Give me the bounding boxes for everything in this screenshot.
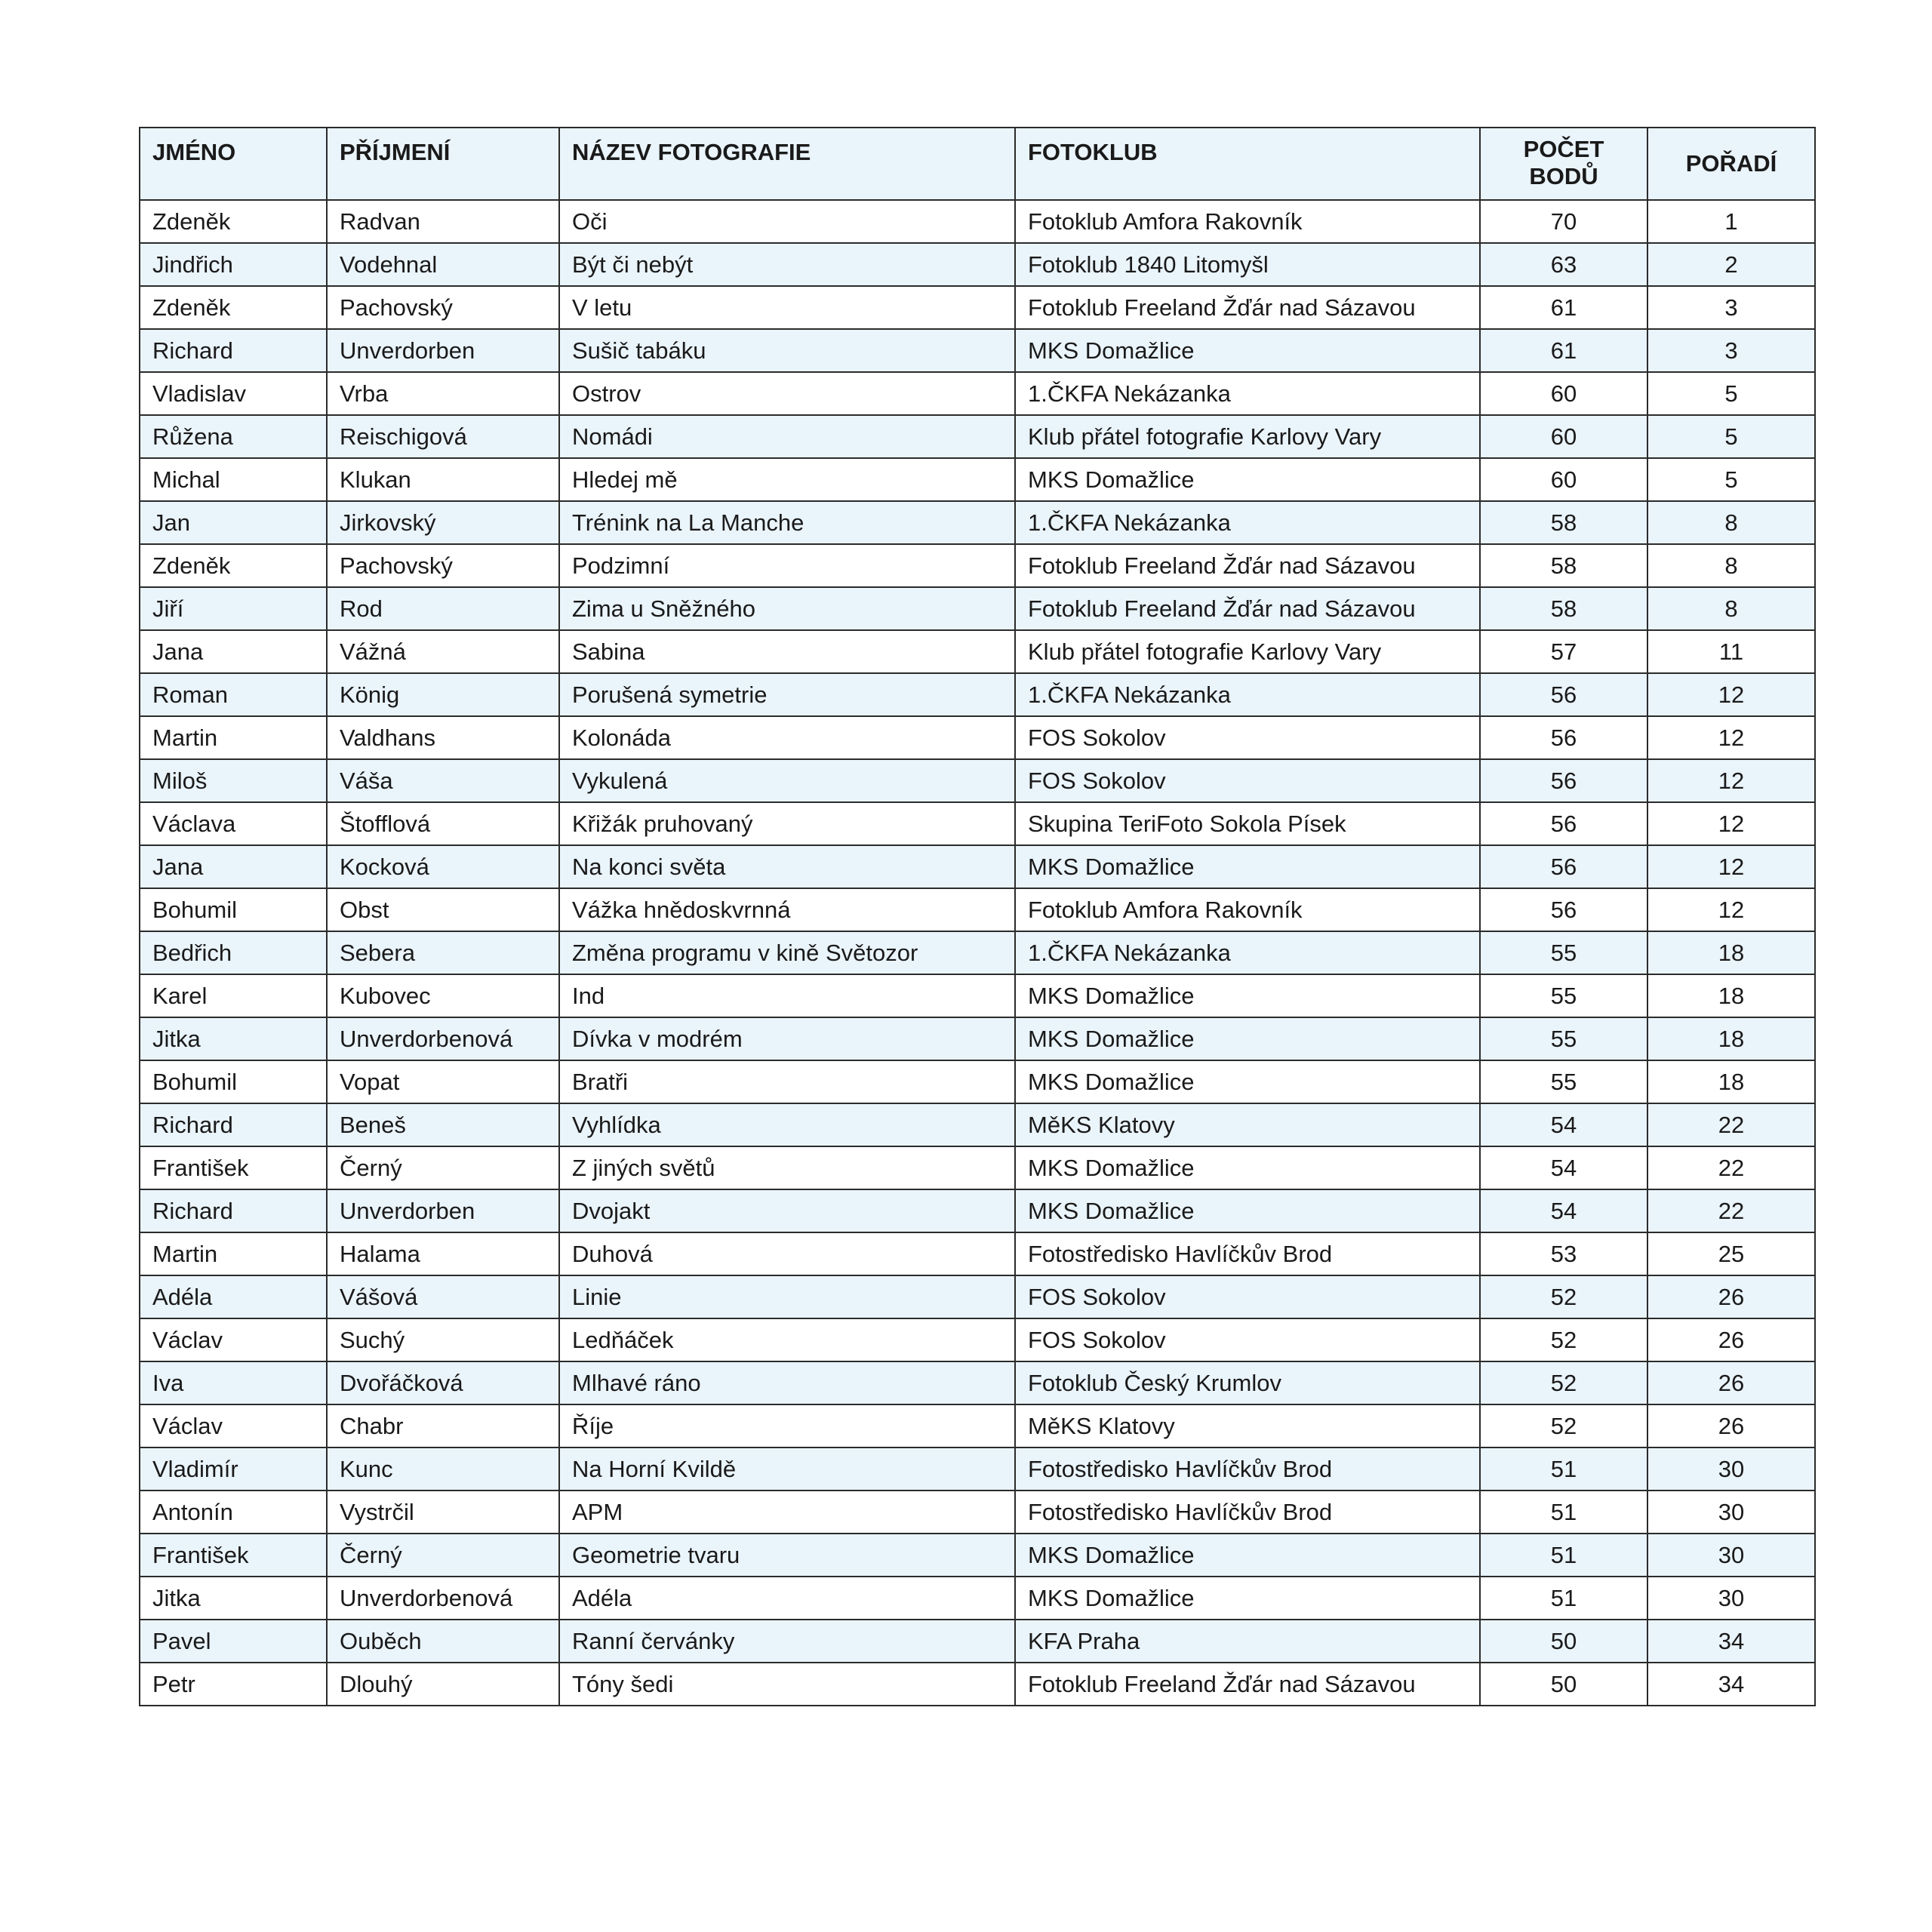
- cell-rank: 30: [1647, 1491, 1815, 1534]
- cell-club: 1.ČKFA Nekázanka: [1015, 501, 1480, 544]
- cell-first-name: Vladislav: [140, 372, 327, 415]
- cell-first-name: Roman: [140, 673, 327, 716]
- cell-club: MKS Domažlice: [1015, 974, 1480, 1017]
- cell-last-name: Štofflová: [327, 802, 559, 845]
- table-row: [140, 329, 1815, 372]
- cell-rank: 3: [1647, 286, 1815, 329]
- cell-points: 52: [1480, 1361, 1647, 1404]
- cell-first-name: Zdeněk: [140, 200, 327, 243]
- table-row: [140, 243, 1815, 286]
- cell-first-name: Petr: [140, 1663, 327, 1706]
- cell-last-name: Jirkovský: [327, 501, 559, 544]
- cell-first-name: Jiří: [140, 587, 327, 630]
- cell-last-name: Unverdorben: [327, 1189, 559, 1232]
- cell-rank: 26: [1647, 1318, 1815, 1361]
- cell-points: 52: [1480, 1404, 1647, 1447]
- cell-first-name: Bohumil: [140, 1060, 327, 1103]
- cell-club: FOS Sokolov: [1015, 1318, 1480, 1361]
- cell-club: MKS Domažlice: [1015, 1189, 1480, 1232]
- cell-rank: 8: [1647, 587, 1815, 630]
- table-row: [140, 630, 1815, 673]
- cell-first-name: Jitka: [140, 1577, 327, 1620]
- cell-last-name: Beneš: [327, 1103, 559, 1146]
- cell-last-name: Černý: [327, 1534, 559, 1577]
- header-rank: POŘADÍ: [1647, 128, 1815, 200]
- cell-points: 58: [1480, 501, 1647, 544]
- cell-points: 58: [1480, 587, 1647, 630]
- table-row: [140, 802, 1815, 845]
- table-row: [140, 1189, 1815, 1232]
- cell-points: 63: [1480, 243, 1647, 286]
- cell-rank: 8: [1647, 501, 1815, 544]
- table-row: [140, 1060, 1815, 1103]
- cell-club: Fotoklub Freeland Žďár nad Sázavou: [1015, 1663, 1480, 1706]
- cell-first-name: Jindřich: [140, 243, 327, 286]
- cell-club: MKS Domažlice: [1015, 1577, 1480, 1620]
- table-row: [140, 845, 1815, 888]
- cell-photo-title: Vyhlídka: [559, 1103, 1015, 1146]
- table-row: [140, 1663, 1815, 1706]
- cell-points: 61: [1480, 286, 1647, 329]
- cell-points: 56: [1480, 759, 1647, 802]
- cell-points: 55: [1480, 931, 1647, 974]
- cell-last-name: Dlouhý: [327, 1663, 559, 1706]
- cell-points: 57: [1480, 630, 1647, 673]
- cell-first-name: Bohumil: [140, 888, 327, 931]
- table-row: [140, 759, 1815, 802]
- table-row: [140, 1577, 1815, 1620]
- cell-rank: 11: [1647, 630, 1815, 673]
- table-row: [140, 1275, 1815, 1318]
- cell-rank: 30: [1647, 1534, 1815, 1577]
- cell-rank: 2: [1647, 243, 1815, 286]
- cell-rank: 26: [1647, 1404, 1815, 1447]
- cell-points: 51: [1480, 1577, 1647, 1620]
- cell-points: 54: [1480, 1189, 1647, 1232]
- cell-club: Fotostředisko Havlíčkův Brod: [1015, 1232, 1480, 1275]
- cell-rank: 18: [1647, 1017, 1815, 1060]
- cell-club: MěKS Klatovy: [1015, 1103, 1480, 1146]
- table-row: [140, 372, 1815, 415]
- table-row: [140, 1620, 1815, 1663]
- cell-last-name: Sebera: [327, 931, 559, 974]
- cell-club: Fotostředisko Havlíčkův Brod: [1015, 1491, 1480, 1534]
- cell-club: Klub přátel fotografie Karlovy Vary: [1015, 415, 1480, 458]
- cell-photo-title: Hledej mě: [559, 458, 1015, 501]
- cell-first-name: Zdeněk: [140, 544, 327, 587]
- cell-points: 56: [1480, 888, 1647, 931]
- cell-photo-title: Zima u Sněžného: [559, 587, 1015, 630]
- cell-first-name: František: [140, 1146, 327, 1189]
- table-row: [140, 286, 1815, 329]
- cell-photo-title: Dívka v modrém: [559, 1017, 1015, 1060]
- cell-last-name: Dvořáčková: [327, 1361, 559, 1404]
- cell-last-name: Klukan: [327, 458, 559, 501]
- cell-photo-title: Podzimní: [559, 544, 1015, 587]
- cell-photo-title: Být či nebýt: [559, 243, 1015, 286]
- cell-photo-title: Geometrie tvaru: [559, 1534, 1015, 1577]
- cell-last-name: Ouběch: [327, 1620, 559, 1663]
- cell-rank: 5: [1647, 415, 1815, 458]
- cell-last-name: Vystrčil: [327, 1491, 559, 1534]
- cell-last-name: Valdhans: [327, 716, 559, 759]
- cell-rank: 8: [1647, 544, 1815, 587]
- cell-rank: 18: [1647, 931, 1815, 974]
- cell-rank: 12: [1647, 802, 1815, 845]
- cell-club: Skupina TeriFoto Sokola Písek: [1015, 802, 1480, 845]
- cell-rank: 22: [1647, 1103, 1815, 1146]
- cell-photo-title: Bratři: [559, 1060, 1015, 1103]
- cell-last-name: Radvan: [327, 200, 559, 243]
- table-row: [140, 200, 1815, 243]
- cell-first-name: Miloš: [140, 759, 327, 802]
- cell-rank: 5: [1647, 372, 1815, 415]
- cell-points: 61: [1480, 329, 1647, 372]
- cell-club: MKS Domažlice: [1015, 329, 1480, 372]
- cell-rank: 12: [1647, 759, 1815, 802]
- cell-points: 60: [1480, 372, 1647, 415]
- cell-photo-title: Tóny šedi: [559, 1663, 1015, 1706]
- cell-photo-title: Ostrov: [559, 372, 1015, 415]
- cell-last-name: Pachovský: [327, 544, 559, 587]
- cell-last-name: Vopat: [327, 1060, 559, 1103]
- cell-photo-title: Trénink na La Manche: [559, 501, 1015, 544]
- table-body: [140, 200, 1815, 1706]
- cell-rank: 22: [1647, 1189, 1815, 1232]
- results-table: [139, 127, 1816, 1706]
- table-row: [140, 1017, 1815, 1060]
- table-row: [140, 673, 1815, 716]
- cell-club: Fotoklub Amfora Rakovník: [1015, 200, 1480, 243]
- cell-rank: 12: [1647, 673, 1815, 716]
- header-club: FOTOKLUB: [1015, 128, 1480, 200]
- table-row: [140, 415, 1815, 458]
- cell-rank: 18: [1647, 1060, 1815, 1103]
- header-points-line1: POČET: [1523, 136, 1604, 162]
- cell-rank: 12: [1647, 716, 1815, 759]
- cell-club: MKS Domažlice: [1015, 1146, 1480, 1189]
- cell-first-name: Adéla: [140, 1275, 327, 1318]
- cell-last-name: Vodehnal: [327, 243, 559, 286]
- cell-rank: 34: [1647, 1663, 1815, 1706]
- cell-last-name: Pachovský: [327, 286, 559, 329]
- cell-first-name: Vladimír: [140, 1447, 327, 1491]
- cell-club: KFA Praha: [1015, 1620, 1480, 1663]
- cell-photo-title: Na Horní Kvildě: [559, 1447, 1015, 1491]
- cell-club: 1.ČKFA Nekázanka: [1015, 673, 1480, 716]
- cell-points: 54: [1480, 1146, 1647, 1189]
- cell-points: 56: [1480, 845, 1647, 888]
- cell-rank: 30: [1647, 1577, 1815, 1620]
- cell-points: 52: [1480, 1275, 1647, 1318]
- cell-first-name: Václav: [140, 1404, 327, 1447]
- cell-first-name: Pavel: [140, 1620, 327, 1663]
- header-points-line2: BODŮ: [1529, 163, 1598, 189]
- cell-club: Fotoklub Amfora Rakovník: [1015, 888, 1480, 931]
- cell-last-name: Chabr: [327, 1404, 559, 1447]
- cell-points: 55: [1480, 1060, 1647, 1103]
- cell-rank: 30: [1647, 1447, 1815, 1491]
- cell-photo-title: Křižák pruhovaný: [559, 802, 1015, 845]
- table-row: [140, 1361, 1815, 1404]
- cell-photo-title: Sušič tabáku: [559, 329, 1015, 372]
- cell-club: Fotoklub Freeland Žďár nad Sázavou: [1015, 286, 1480, 329]
- header-photo-title: NÁZEV FOTOGRAFIE: [559, 128, 1015, 200]
- cell-photo-title: APM: [559, 1491, 1015, 1534]
- cell-club: MKS Domažlice: [1015, 458, 1480, 501]
- cell-photo-title: Kolonáda: [559, 716, 1015, 759]
- cell-rank: 1: [1647, 200, 1815, 243]
- cell-rank: 26: [1647, 1361, 1815, 1404]
- table-row: [140, 544, 1815, 587]
- cell-last-name: Rod: [327, 587, 559, 630]
- cell-club: MKS Domažlice: [1015, 845, 1480, 888]
- cell-photo-title: Duhová: [559, 1232, 1015, 1275]
- cell-first-name: Michal: [140, 458, 327, 501]
- cell-photo-title: Změna programu v kině Světozor: [559, 931, 1015, 974]
- cell-rank: 18: [1647, 974, 1815, 1017]
- cell-club: FOS Sokolov: [1015, 759, 1480, 802]
- table-row: [140, 931, 1815, 974]
- cell-last-name: Černý: [327, 1146, 559, 1189]
- cell-last-name: Vášová: [327, 1275, 559, 1318]
- cell-last-name: Suchý: [327, 1318, 559, 1361]
- cell-last-name: Unverdorbenová: [327, 1017, 559, 1060]
- table-row: [140, 501, 1815, 544]
- cell-last-name: Vrba: [327, 372, 559, 415]
- cell-first-name: Richard: [140, 1189, 327, 1232]
- table-row: [140, 1447, 1815, 1491]
- cell-points: 52: [1480, 1318, 1647, 1361]
- cell-rank: 5: [1647, 458, 1815, 501]
- cell-first-name: Jana: [140, 630, 327, 673]
- cell-points: 51: [1480, 1534, 1647, 1577]
- cell-club: FOS Sokolov: [1015, 716, 1480, 759]
- cell-first-name: Jana: [140, 845, 327, 888]
- table-row: [140, 974, 1815, 1017]
- table-row: [140, 1146, 1815, 1189]
- cell-photo-title: Linie: [559, 1275, 1015, 1318]
- cell-club: MěKS Klatovy: [1015, 1404, 1480, 1447]
- cell-photo-title: Dvojakt: [559, 1189, 1015, 1232]
- cell-photo-title: V letu: [559, 286, 1015, 329]
- cell-rank: 26: [1647, 1275, 1815, 1318]
- cell-first-name: Jan: [140, 501, 327, 544]
- cell-last-name: Kunc: [327, 1447, 559, 1491]
- cell-first-name: Václav: [140, 1318, 327, 1361]
- cell-club: Fotoklub 1840 Litomyšl: [1015, 243, 1480, 286]
- table-row: [140, 888, 1815, 931]
- cell-club: Fotoklub Freeland Žďár nad Sázavou: [1015, 544, 1480, 587]
- table-row: [140, 1534, 1815, 1577]
- cell-first-name: František: [140, 1534, 327, 1577]
- cell-points: 60: [1480, 415, 1647, 458]
- cell-rank: 25: [1647, 1232, 1815, 1275]
- cell-points: 56: [1480, 673, 1647, 716]
- table-row: [140, 1232, 1815, 1275]
- table-header: [140, 128, 1815, 200]
- cell-last-name: Halama: [327, 1232, 559, 1275]
- cell-club: FOS Sokolov: [1015, 1275, 1480, 1318]
- cell-points: 56: [1480, 802, 1647, 845]
- cell-photo-title: Ledňáček: [559, 1318, 1015, 1361]
- cell-first-name: Bedřich: [140, 931, 327, 974]
- header-first-name: JMÉNO: [140, 128, 327, 200]
- cell-first-name: Richard: [140, 1103, 327, 1146]
- cell-points: 53: [1480, 1232, 1647, 1275]
- cell-points: 50: [1480, 1663, 1647, 1706]
- cell-first-name: Richard: [140, 329, 327, 372]
- cell-club: Fotostředisko Havlíčkův Brod: [1015, 1447, 1480, 1491]
- cell-first-name: Antonín: [140, 1491, 327, 1534]
- cell-last-name: Vážná: [327, 630, 559, 673]
- cell-points: 58: [1480, 544, 1647, 587]
- cell-photo-title: Ranní červánky: [559, 1620, 1015, 1663]
- cell-first-name: Václava: [140, 802, 327, 845]
- cell-points: 70: [1480, 200, 1647, 243]
- cell-photo-title: Vykulená: [559, 759, 1015, 802]
- cell-points: 55: [1480, 974, 1647, 1017]
- cell-rank: 34: [1647, 1620, 1815, 1663]
- table-row: [140, 1491, 1815, 1534]
- cell-points: 54: [1480, 1103, 1647, 1146]
- header-points: [1480, 128, 1647, 200]
- cell-points: 51: [1480, 1491, 1647, 1534]
- cell-first-name: Zdeněk: [140, 286, 327, 329]
- cell-first-name: Karel: [140, 974, 327, 1017]
- table-row: [140, 458, 1815, 501]
- cell-photo-title: Na konci světa: [559, 845, 1015, 888]
- cell-last-name: Váša: [327, 759, 559, 802]
- cell-photo-title: Oči: [559, 200, 1015, 243]
- cell-first-name: Martin: [140, 1232, 327, 1275]
- cell-last-name: Kubovec: [327, 974, 559, 1017]
- cell-photo-title: Porušená symetrie: [559, 673, 1015, 716]
- cell-photo-title: Ind: [559, 974, 1015, 1017]
- cell-first-name: Martin: [140, 716, 327, 759]
- cell-rank: 12: [1647, 888, 1815, 931]
- cell-points: 50: [1480, 1620, 1647, 1663]
- cell-last-name: Unverdorbenová: [327, 1577, 559, 1620]
- cell-club: 1.ČKFA Nekázanka: [1015, 372, 1480, 415]
- cell-club: Klub přátel fotografie Karlovy Vary: [1015, 630, 1480, 673]
- cell-last-name: Reischigová: [327, 415, 559, 458]
- cell-club: Fotoklub Český Krumlov: [1015, 1361, 1480, 1404]
- cell-first-name: Růžena: [140, 415, 327, 458]
- table-row: [140, 1103, 1815, 1146]
- cell-photo-title: Říje: [559, 1404, 1015, 1447]
- header-last-name: PŘÍJMENÍ: [327, 128, 559, 200]
- cell-points: 60: [1480, 458, 1647, 501]
- cell-photo-title: Adéla: [559, 1577, 1015, 1620]
- cell-photo-title: Z jiných světů: [559, 1146, 1015, 1189]
- cell-photo-title: Sabina: [559, 630, 1015, 673]
- cell-club: 1.ČKFA Nekázanka: [1015, 931, 1480, 974]
- cell-points: 55: [1480, 1017, 1647, 1060]
- table-row: [140, 587, 1815, 630]
- cell-rank: 3: [1647, 329, 1815, 372]
- cell-last-name: Kocková: [327, 845, 559, 888]
- cell-photo-title: Nomádi: [559, 415, 1015, 458]
- cell-points: 56: [1480, 716, 1647, 759]
- cell-photo-title: Vážka hnědoskvrnná: [559, 888, 1015, 931]
- cell-first-name: Iva: [140, 1361, 327, 1404]
- cell-club: MKS Domažlice: [1015, 1534, 1480, 1577]
- cell-rank: 12: [1647, 845, 1815, 888]
- cell-photo-title: Mlhavé ráno: [559, 1361, 1015, 1404]
- cell-last-name: König: [327, 673, 559, 716]
- cell-club: MKS Domažlice: [1015, 1060, 1480, 1103]
- cell-rank: 22: [1647, 1146, 1815, 1189]
- cell-club: MKS Domažlice: [1015, 1017, 1480, 1060]
- cell-last-name: Obst: [327, 888, 559, 931]
- cell-points: 51: [1480, 1447, 1647, 1491]
- cell-last-name: Unverdorben: [327, 329, 559, 372]
- table-row: [140, 716, 1815, 759]
- cell-club: Fotoklub Freeland Žďár nad Sázavou: [1015, 587, 1480, 630]
- header-row: [140, 128, 1815, 200]
- cell-first-name: Jitka: [140, 1017, 327, 1060]
- table-row: [140, 1404, 1815, 1447]
- table-row: [140, 1318, 1815, 1361]
